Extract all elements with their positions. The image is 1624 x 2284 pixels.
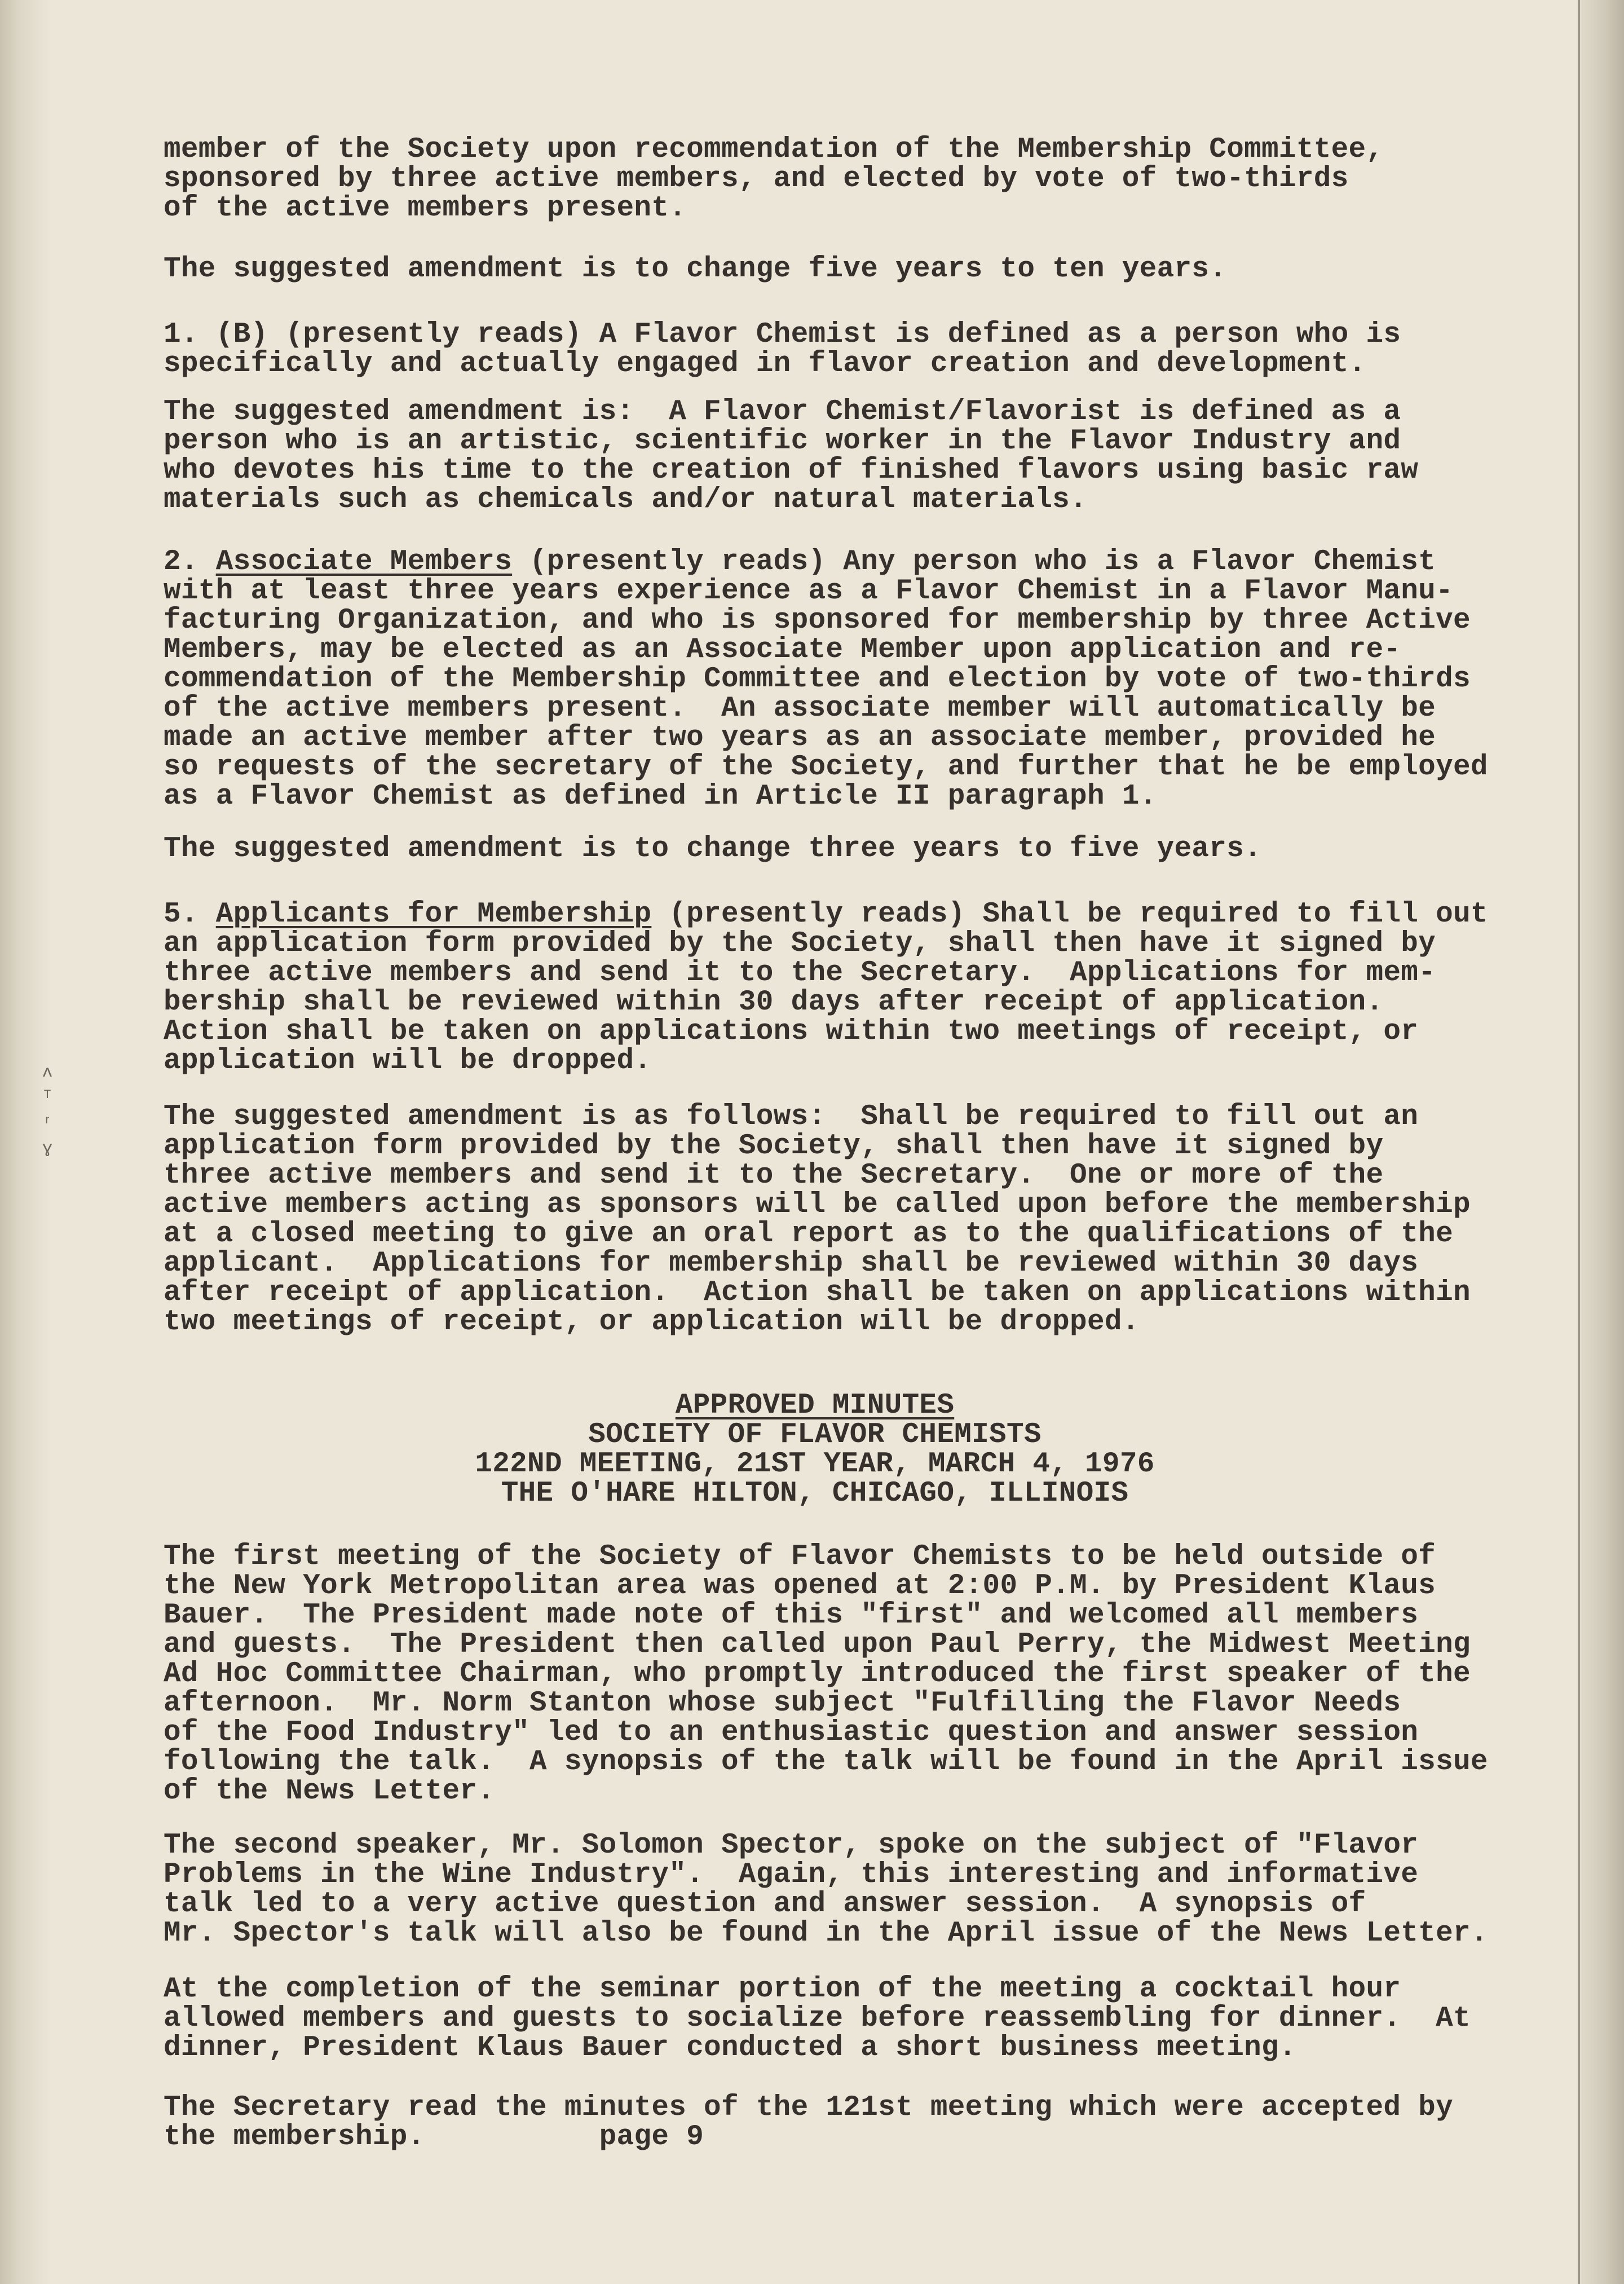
text-segment: (presently reads) Any person who is a Flavor Chemist	[512, 546, 1436, 578]
page-number: page 9	[599, 2121, 704, 2153]
text-line: Ad Hoc Committee Chairman, who promptly introduced the first speaker of the	[164, 1658, 1471, 1690]
text-line: Mr. Spector's talk will also be found in the April issue of the News Letter.	[164, 1917, 1488, 1950]
text-line: SOCIETY OF FLAVOR CHEMISTS	[588, 1419, 1042, 1451]
text-line: of the active members present.	[164, 192, 687, 224]
text-line: The suggested amendment is: A Flavor Chemist/Flavorist is defined as a	[164, 396, 1401, 428]
paragraph-p6	[164, 835, 1261, 864]
text-line: dinner, President Klaus Bauer conducted a short business meeting.	[164, 2032, 1296, 2064]
text-line: The Secretary read the minutes of the 121st meeting which were accepted by	[164, 2092, 1453, 2124]
text-line: application will be dropped.	[164, 1045, 652, 1077]
text-line: 1. (B) (presently reads) A Flavor Chemist is defined as a person who is	[164, 319, 1401, 351]
text-line: active members acting as sponsors will be called upon before the membership	[164, 1189, 1471, 1221]
text-line: The second speaker, Mr. Solomon Spector, spoke on the subject of "Flavor	[164, 1829, 1419, 1862]
text-line: bership shall be reviewed within 30 days after receipt of application.	[164, 986, 1384, 1018]
text-segment: 5.	[164, 898, 216, 931]
text-line: afternoon. Mr. Norm Stanton whose subject "Fulfilling the Flavor Needs	[164, 1687, 1401, 1719]
text-line: three active members and send it to the Secretary. One or more of the	[164, 1159, 1384, 1192]
text-line: so requests of the secretary of the Society, and further that he be employed	[164, 751, 1488, 783]
text-line: application form provided by the Society, shall then have it signed by	[164, 1130, 1384, 1162]
text-line: THE O'HARE HILTON, CHICAGO, ILLINOIS	[501, 1478, 1129, 1510]
text-line: the New York Metropolitan area was opened at 2:00 P.M. by President Klaus	[164, 1570, 1436, 1602]
text-line: person who is an artistic, scientific worker in the Flavor Industry and	[164, 425, 1401, 457]
paragraph-p8	[164, 1103, 1471, 1337]
text-line: of the News Letter.	[164, 1775, 495, 1807]
underlined-heading: Associate Members	[215, 546, 513, 578]
page-right-edge	[1579, 0, 1624, 2284]
text-line: as a Flavor Chemist as defined in Article II paragraph 1.	[164, 781, 1157, 813]
minutes-heading	[0, 1391, 1624, 1509]
text-line: of the active members present. An associate member will automatically be	[164, 693, 1436, 725]
text-line: after receipt of application. Action shall be taken on applications within	[164, 1277, 1471, 1309]
text-segment: the membership.	[164, 2121, 599, 2153]
paragraph-p11	[164, 1975, 1471, 2063]
text-line: an application form provided by the Society, shall then have it signed by	[164, 928, 1436, 960]
text-line: at a closed meeting to give an oral report as to the qualifications of the	[164, 1218, 1453, 1250]
text-segment: 2.	[164, 546, 216, 578]
page-edge-line	[1578, 0, 1580, 2284]
text-line: member of the Society upon recommendation of the Membership Committee,	[164, 134, 1384, 166]
text-line: talk led to a very active question and answer session. A synopsis of	[164, 1888, 1366, 1920]
text-line: facturing Organization, and who is sponsored for membership by three Active	[164, 605, 1471, 637]
margin-marks: ʌ ᵀ ʳ ɣ	[42, 1063, 53, 1158]
paragraph-p9	[164, 1542, 1488, 1806]
text-line: of the Food Industry" led to an enthusiastic question and answer session	[164, 1717, 1419, 1749]
text-line: following the talk. A synopsis of the talk will be found in the April issue	[164, 1746, 1488, 1778]
text-line: 122ND MEETING, 21ST YEAR, MARCH 4, 1976	[475, 1448, 1155, 1480]
text-line	[0, 1391, 1624, 1421]
text-line: Problems in the Wine Industry". Again, this interesting and informative	[164, 1859, 1419, 1891]
text-line: specifically and actually engaged in flavor creation and development.	[164, 348, 1366, 380]
text-line: with at least three years experience as a Flavor Chemist in a Flavor Manu-	[164, 575, 1453, 607]
text-line: commendation of the Membership Committee and election by vote of two-thirds	[164, 663, 1471, 695]
text-line: The suggested amendment is to change three years to five years.	[164, 833, 1262, 865]
paragraph-p5	[164, 548, 1488, 812]
text-line: The suggested amendment is as follows: Shall be required to fill out an	[164, 1101, 1419, 1133]
text-line: made an active member after two years as an associate member, provided he	[164, 722, 1436, 754]
paragraph-p1	[164, 135, 1383, 223]
text-line: applicant. Applications for membership shall be reviewed within 30 days	[164, 1247, 1419, 1280]
paragraph-p4	[164, 398, 1418, 515]
text-line: At the completion of the seminar portion of the meeting a cocktail hour	[164, 1973, 1401, 2005]
text-line: The first meeting of the Society of Flavor Chemists to be held outside of	[164, 1541, 1436, 1573]
text-line: The suggested amendment is to change five years to ten years.	[164, 253, 1227, 285]
paragraph-p10	[164, 1831, 1488, 1948]
text-line: two meetings of receipt, or application will be dropped.	[164, 1306, 1140, 1338]
text-line: allowed members and guests to socialize before reassembling for dinner. At	[164, 2003, 1471, 2035]
paragraph-p7	[164, 900, 1488, 1076]
text-line: Action shall be taken on applications within two meetings of receipt, or	[164, 1016, 1419, 1048]
paragraph-p3	[164, 320, 1401, 379]
text-line	[164, 2123, 1453, 2152]
text-line: materials such as chemicals and/or natural materials.	[164, 484, 1087, 516]
text-line	[164, 900, 1488, 929]
underlined-heading: APPROVED MINUTES	[675, 1390, 955, 1422]
text-line	[164, 548, 1488, 577]
paragraph-p2	[164, 255, 1226, 284]
text-line: and guests. The President then called upon Paul Perry, the Midwest Meeting	[164, 1629, 1471, 1661]
text-segment: (presently reads) Shall be required to fill out	[651, 898, 1488, 931]
paragraph-p12	[164, 2093, 1453, 2152]
text-line: sponsored by three active members, and elected by vote of two-thirds	[164, 163, 1349, 195]
text-line: Members, may be elected as an Associate Member upon application and re-	[164, 634, 1401, 666]
text-line: who devotes his time to the creation of finished flavors using basic raw	[164, 455, 1419, 487]
underlined-heading: Applicants for Membership	[215, 898, 652, 931]
text-line: Bauer. The President made note of this "first" and welcomed all members	[164, 1599, 1419, 1632]
text-line: three active members and send it to the Secretary. Applications for mem-	[164, 957, 1436, 989]
